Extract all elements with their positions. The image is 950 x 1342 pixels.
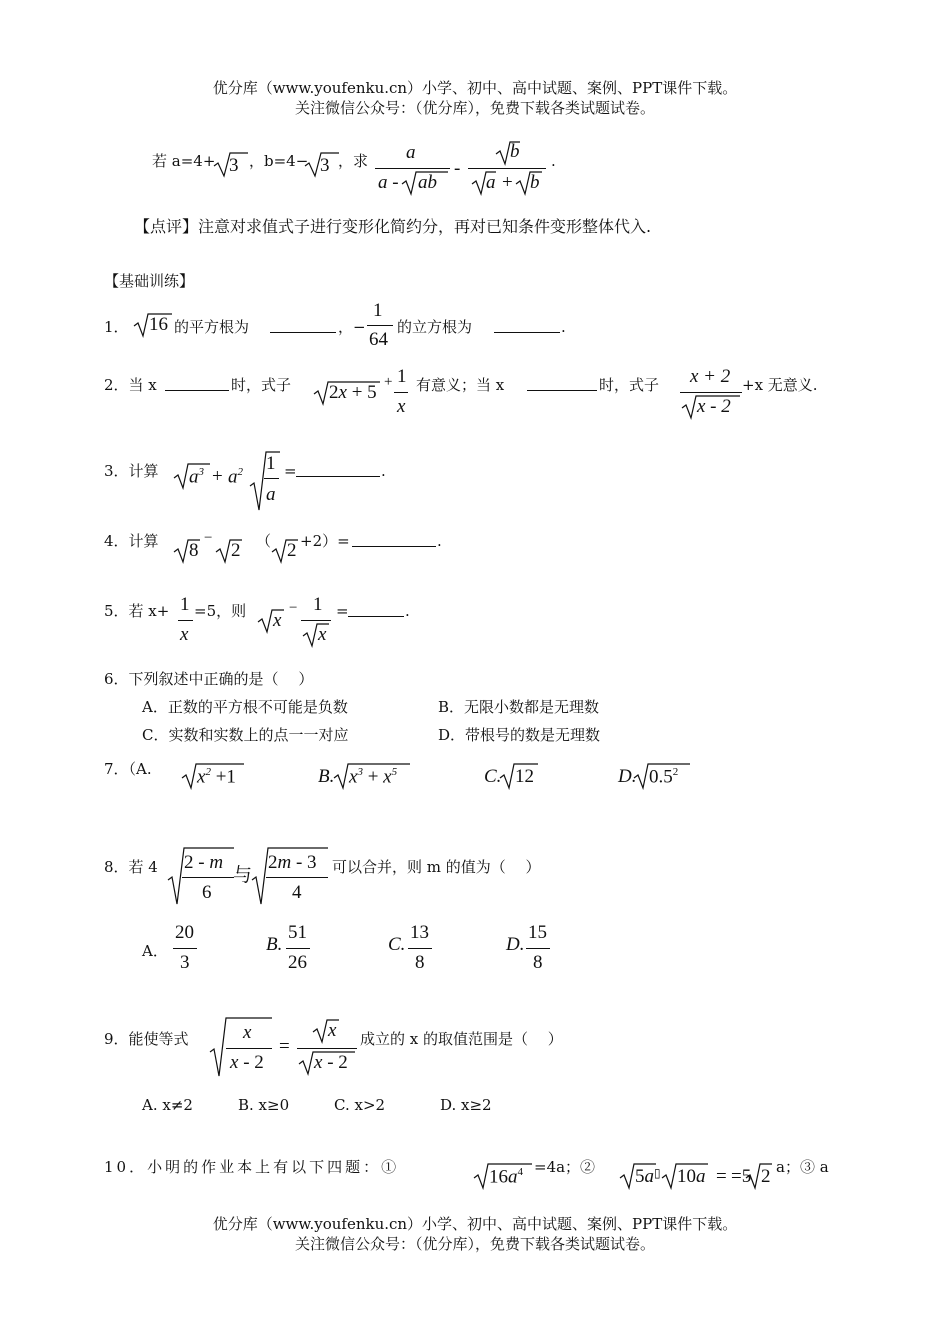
q2-frac2-bar [680, 392, 742, 393]
sqrt-x [256, 608, 286, 634]
q4-2b: 2 [287, 540, 297, 561]
sqrt-1-over-a [248, 450, 282, 512]
q8-frac2-num: 2m - 3 [268, 852, 317, 873]
q2-blank-1[interactable] [165, 376, 229, 391]
q2-frac-den: x [397, 396, 406, 417]
q1-blank-2[interactable] [494, 318, 560, 333]
frac1-den-a: a - [378, 172, 399, 193]
q8-d-den: 8 [533, 952, 543, 973]
q4-8: 8 [189, 540, 199, 561]
q6-option-b[interactable]: B．无限小数都是无理数 [438, 698, 600, 716]
q1-text2: ，− [338, 318, 366, 336]
q8-a-den: 3 [180, 952, 190, 973]
frac1-bar [375, 168, 450, 169]
frac1-den-ab: ab [418, 172, 437, 193]
q1-frac-bar [367, 325, 393, 326]
q8-c-bar [408, 948, 432, 949]
q8-option-b-label[interactable]: B. [266, 934, 283, 955]
q10-5a: 5a [635, 1166, 654, 1187]
q5-frac-bar [178, 620, 193, 621]
q8-c-num: 13 [410, 922, 429, 943]
frac2-den-a: a [486, 172, 496, 193]
q9-frac1-num: x [243, 1022, 252, 1043]
header-line-2: 关注微信公众号：（优分库），免费下载各类试题试卷。 [294, 99, 655, 117]
q9-frac1-bar [226, 1048, 272, 1049]
q3-text1: = [284, 462, 297, 480]
q10-2: 2 [761, 1166, 771, 1187]
q2-text1: 时，式子 [231, 376, 292, 394]
q3-end: . [381, 462, 386, 480]
q1-text3: 的立方根为 [397, 318, 473, 336]
q6-option-a[interactable]: A．正数的平方根不可能是负数 [142, 698, 348, 716]
q8-b-den: 26 [288, 952, 307, 973]
q8-frac1-den: 6 [202, 882, 212, 903]
q2-text3: 时，式子 [599, 376, 660, 394]
example-end: . [551, 152, 556, 170]
q9-equals: = [279, 1036, 290, 1057]
q8-d-bar [526, 948, 550, 949]
sqrt-x-den [301, 622, 331, 648]
q8-option-d-label[interactable]: D. [506, 934, 525, 955]
sqrt3-value-b: 3 [320, 155, 330, 176]
q8-number: 8．若 4 [104, 858, 158, 876]
q7-option-b[interactable]: B. [318, 766, 335, 787]
q4-text1: （ [256, 532, 272, 550]
q5-end: . [405, 602, 410, 620]
q10-text1: =4a；② [534, 1158, 596, 1176]
q2-text4: +x 无意义. [742, 376, 818, 394]
sqrt-x-num [311, 1018, 341, 1044]
q6-option-d[interactable]: D．带根号的数是无理数 [438, 726, 601, 744]
q3-frac-num: 1 [266, 453, 276, 474]
q8-text1: 与 [233, 864, 253, 886]
q8-text2: 可以合并，则 m 的值为（ ） [332, 858, 541, 876]
q2-plus: + [384, 374, 393, 390]
q10-16a4: $16a^4$ [489, 1166, 523, 1188]
q5-minus: − [289, 600, 298, 616]
q4-number: 4．计算 [104, 532, 159, 550]
q6-stem: 6．下列叙述中正确的是（ ） [104, 670, 314, 688]
q5-frac-num: 1 [180, 594, 190, 615]
q8-b-num: 51 [288, 922, 307, 943]
example-ask: ，求 [338, 152, 369, 170]
q5-frac2-bar [301, 620, 331, 621]
q3-blank[interactable] [296, 462, 380, 477]
q4-end: . [437, 532, 442, 550]
q8-frac2-den: 4 [292, 882, 302, 903]
q3-a3: $a^3$ [189, 466, 204, 488]
q2-blank-2[interactable] [527, 376, 597, 391]
q3-frac-bar [264, 478, 279, 479]
q5-frac-den: x [180, 624, 189, 645]
section-title: 【基础训练】 [104, 272, 195, 290]
q5-text2: = [336, 602, 349, 620]
q7-b-expr[interactable]: $x^3 + x^5$ [349, 766, 398, 788]
q9-option-b[interactable]: B. x≥0 [238, 1096, 290, 1114]
q10-10a: 10a [677, 1166, 706, 1187]
q10-text3: a；③ a [776, 1158, 829, 1176]
q2-2x5: 2x + 5 [329, 382, 377, 403]
q3-a2: $a^2$ [228, 466, 243, 488]
q8-option-a-label[interactable]: A． [142, 942, 168, 960]
q8-d-num: 15 [528, 922, 547, 943]
sqrt3-value: 3 [229, 155, 239, 176]
q7-d-expr[interactable]: $0.5^2$ [649, 766, 679, 788]
q2-frac2-num: x + 2 [690, 366, 731, 387]
q10-dot: ▯ [654, 1166, 661, 1180]
q1-16: 16 [149, 314, 168, 335]
frac2-den-b: b [530, 172, 540, 193]
q9-option-a[interactable]: A. x≠2 [142, 1096, 193, 1114]
q8-b-bar [286, 948, 310, 949]
footer-line-1: 优分库（www.youfenku.cn）小学、初中、高中试题、案例、PPT课件下载。 [212, 1215, 738, 1233]
q7-number: 7．（A. [104, 760, 152, 778]
q5-blank[interactable] [348, 602, 404, 617]
q4-text2: +2）= [300, 532, 350, 550]
frac2-bar [468, 168, 546, 169]
frac2-plus: + [502, 172, 513, 193]
q3-frac-den: a [266, 484, 276, 505]
header-line-1: 优分库（www.youfenku.cn）小学、初中、高中试题、案例、PPT课件下载。 [212, 79, 738, 97]
q1-text1: 的平方根为 [174, 318, 250, 336]
frac1-numerator: a [406, 142, 416, 163]
q10-equals: = [716, 1166, 727, 1187]
q9-frac1-den: x - 2 [230, 1052, 264, 1073]
q10-number: 10．小明的作业本上有以下四题：① [104, 1158, 400, 1176]
q5-x: x [273, 610, 282, 631]
q1-blank-1[interactable] [270, 318, 336, 333]
q3-plus: + [212, 466, 223, 487]
comment: 【点评】注意对求值式子进行变形化简约分，再对已知条件变形整体代入. [134, 217, 652, 236]
q9-frac2-num: x [328, 1020, 337, 1041]
q9-option-c[interactable]: C. x>2 [334, 1096, 386, 1114]
q2-number: 2．当 x [104, 376, 157, 394]
q1-end: . [561, 318, 566, 336]
q8-c-den: 8 [415, 952, 425, 973]
q1-frac-num: 1 [373, 300, 383, 321]
example-prefix: 若 a=4+ [152, 152, 216, 170]
q9-option-d[interactable]: D. x≥2 [440, 1096, 492, 1114]
q2-frac2-den: x - 2 [697, 396, 731, 417]
q8-a-num: 20 [175, 922, 194, 943]
q4-blank[interactable] [352, 532, 436, 547]
q8-a-bar [173, 948, 197, 949]
q1-frac-den: 64 [369, 329, 388, 350]
footer-line-2: 关注微信公众号：（优分库），免费下载各类试题试卷。 [294, 1235, 655, 1253]
q7-c-expr[interactable]: 12 [515, 766, 534, 787]
q9-number: 9．能使等式 [104, 1030, 189, 1048]
q4-2a: 2 [231, 540, 241, 561]
q8-frac1-num: 2 - m [184, 852, 224, 873]
q2-frac-num: 1 [397, 366, 407, 387]
q8-frac1-bar [182, 877, 234, 878]
q5-text1: =5，则 [194, 602, 247, 620]
q9-frac2-bar [297, 1048, 357, 1049]
example-mid: ，b=4− [249, 152, 309, 170]
q5-frac2-num: 1 [313, 594, 323, 615]
q1-number: 1． [104, 318, 129, 336]
q2-text2: 有意义；当 x [416, 376, 505, 394]
q9-text1: 成立的 x 的取值范围是（ ） [360, 1030, 563, 1048]
q5-number: 5．若 x+ [104, 602, 170, 620]
q7-a-expr[interactable]: $x^2 +1$ [197, 766, 236, 788]
minus-sign: - [454, 158, 461, 179]
q9-frac2-den: x - 2 [314, 1052, 348, 1073]
q2-frac-bar [394, 392, 408, 393]
q5-frac2-den: x [318, 624, 327, 645]
q10-text2: =5 [731, 1166, 752, 1187]
q8-option-c-label[interactable]: C. [388, 934, 406, 955]
frac2-num-b: b [510, 141, 520, 162]
q3-number: 3．计算 [104, 462, 159, 480]
q4-minus: − [204, 530, 213, 546]
q7-option-c[interactable]: C. [484, 766, 502, 787]
q6-option-c[interactable]: C．实数和实数上的点一一对应 [142, 726, 349, 744]
q8-frac2-bar [266, 877, 328, 878]
q7-option-d[interactable]: D. [618, 766, 637, 787]
